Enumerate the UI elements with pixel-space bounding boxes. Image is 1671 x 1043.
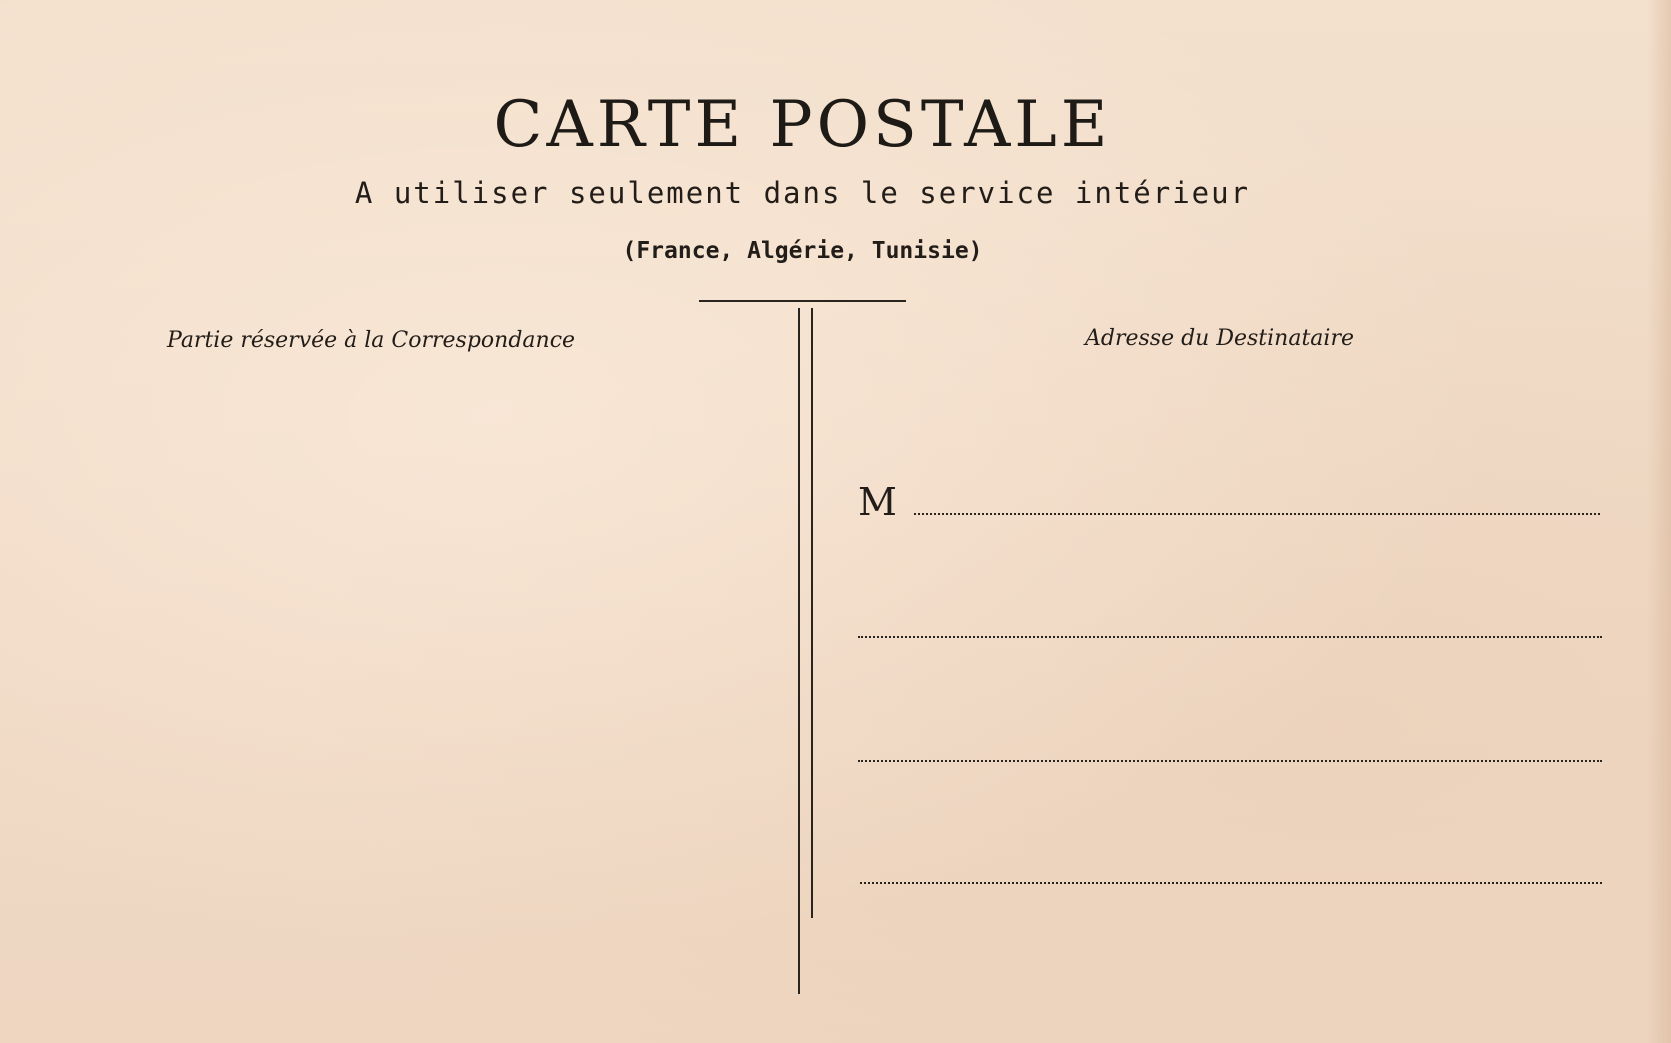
countries-list: (France, Algérie, Tunisie) <box>622 238 983 264</box>
center-divider-line-inner <box>811 308 813 918</box>
address-line-2 <box>858 636 1602 638</box>
address-line-4 <box>860 882 1602 884</box>
address-label: Adresse du Destinataire <box>1085 326 1354 351</box>
center-divider-line <box>798 308 800 994</box>
postcard-title: CARTE POSTALE <box>493 88 1112 162</box>
correspondence-label: Partie réservée à la Correspondance <box>167 328 576 353</box>
address-prefix: M <box>858 480 897 524</box>
address-line-1 <box>914 513 1600 515</box>
card-edge-shadow <box>1647 0 1671 1043</box>
address-line-3 <box>858 760 1602 762</box>
header-rule <box>699 300 906 302</box>
service-notice: A utiliser seulement dans le service intérieur <box>354 176 1251 210</box>
